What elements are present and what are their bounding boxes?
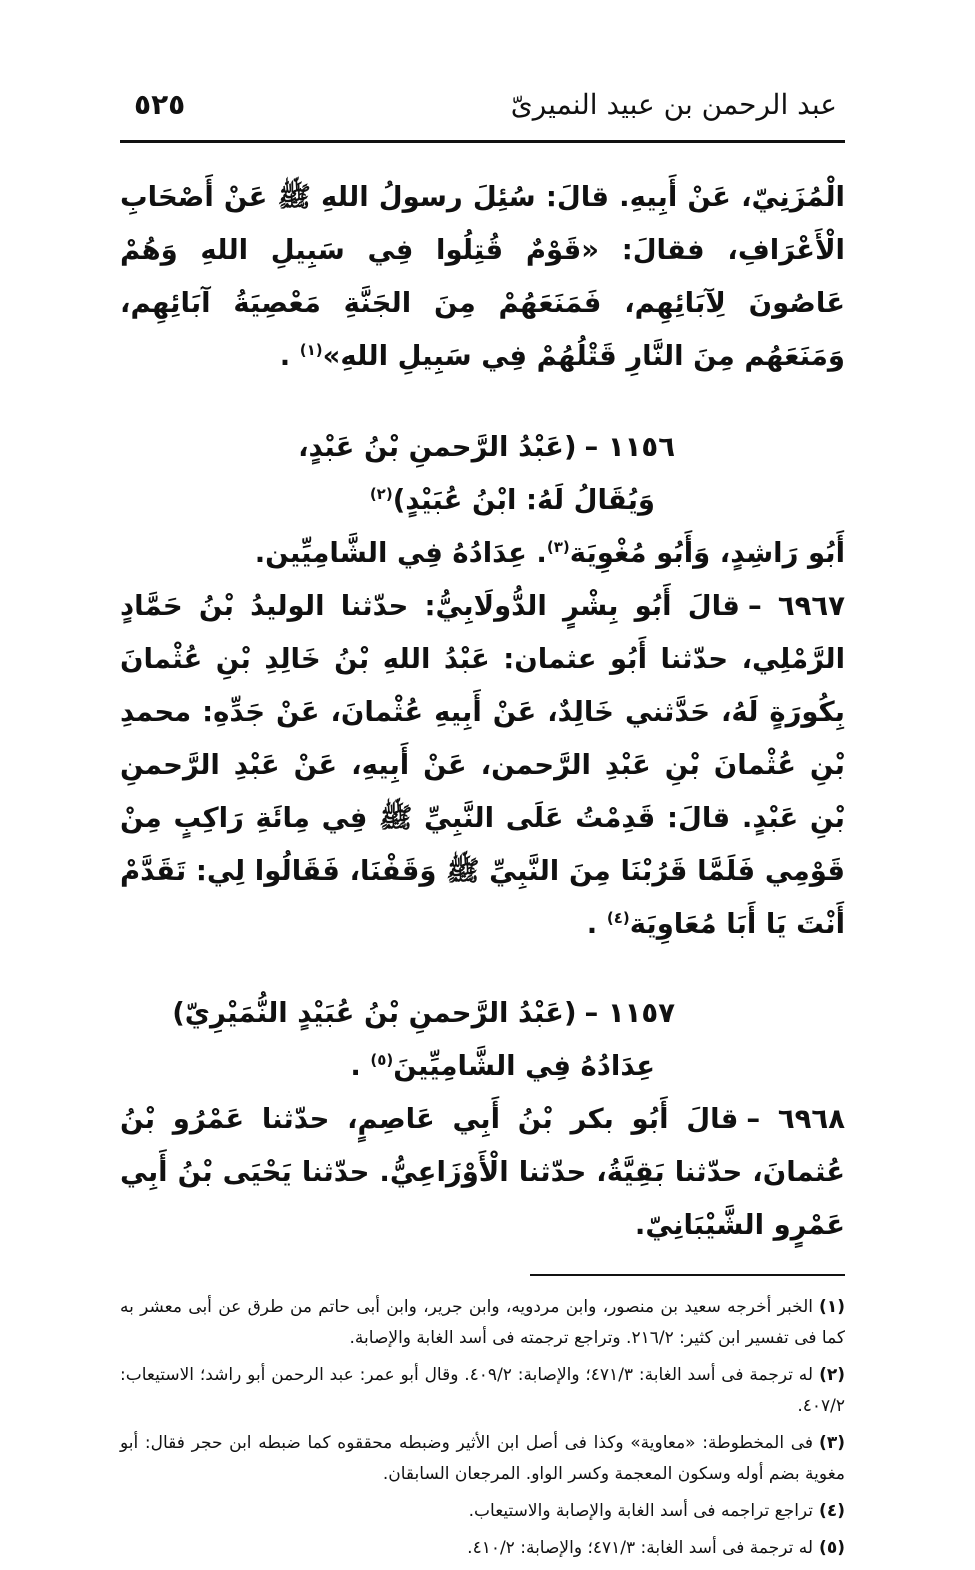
footnote-number: (١) xyxy=(819,1297,845,1317)
main-text xyxy=(120,171,845,1252)
hadith-text: قالَ أَبُو بِشْرٍ الدُّولَابِيُّ: حدّثنا الوليدُ بْنُ حَمَّادٍ الرَّمْلِي، حدّثنا أَبُو عثمان: عَبْدُ اللهِ بْنُ خَالِدِ بْنِ عُثْمانَ بِكُورَةٍ لَهُ، حَدَّثني خَالِدٌ، عَنْ أَبِيهِ عُثْمانَ، عَنْ جَدِّهِ: محمدِ بْنِ عُثْمانَ بْنِ عَبْدِ الرَّحمن، عَنْ أَبِيهِ، عَنْ عَبْدِ الرَّحمنِ بْنِ عَبْدٍ. قالَ: قَدِمْتُ عَلَى النَّبِيِّ ﷺ فِي مِائَةِ رَاكِبٍ مِنْ قَوْمِي فَلَمَّا قَرُبْنَا مِنَ النَّبِيِّ ﷺ وَقَفْنَا، فَقَالُوا لِي: تَقَدَّمْ أَنْتَ يَا أَبَا مُعَاوِيَة xyxy=(120,590,845,940)
paragraph-text: الْمُزَنِيّ، عَنْ أَبِيهِ. قالَ: سُئِلَ رسولُ اللهِ ﷺ عَنْ أَصْحَابِ الْأَعْرَافِ، فقالَ: «قَوْمٌ قُتِلُوا فِي سَبِيلِ اللهِ وَهُمْ عَاصُونَ لِآبَائِهِم، فَمَنَعَهُمْ مِنَ الجَنَّةِ مَعْصِيَةُ آبَائِهِم، وَمَنَعَهُم مِنَ النَّارِ قَتْلُهُمْ فِي سَبِيلِ اللهِ» xyxy=(120,181,845,372)
footnote-text: فى المخطوطة: «معاوية» وكذا فى أصل ابن الأثير وضبطه محققوه كما ضبطه ابن حجر فقال: أبو مغوية بضم أوله وسكون المعجمة وكسر الواو. المرجعان السابقان. xyxy=(120,1433,845,1484)
footnote-text: له ترجمة فى أسد الغابة: ٤٧١/٣؛ والإصابة: ٤٠٩/٢. وقال أبو عمر: عبد الرحمن أبو راشد؛ الاستيعاب: ٤٠٧/٢. xyxy=(120,1365,845,1416)
footnote xyxy=(120,1360,845,1422)
entry-line-text: عِدَادُهُ فِي الشَّامِيِّينَ xyxy=(393,1050,655,1082)
footnote-ref: (١) xyxy=(299,340,323,359)
footnote xyxy=(120,1428,845,1490)
footnote-number: (٣) xyxy=(819,1433,845,1453)
footnote-rule xyxy=(530,1274,845,1276)
running-title: عبد الرحمن بن عبيد النميرىّ xyxy=(510,88,837,121)
hadith-6967: ٦٩٦٧ –قالَ أَبُو بِشْرٍ الدُّولَابِيُّ: حدّثنا الوليدُ بْنُ حَمَّادٍ الرَّمْلِي، حدّثنا أَبُو عثمان: عَبْدُ اللهِ بْنُ خَالِدِ بْنِ عُثْمانَ بِكُورَةٍ لَهُ، حَدَّثني خَالِدٌ، عَنْ أَبِيهِ عُثْمانَ، عَنْ جَدِّهِ: محمدِ بْنِ عُثْمانَ بْنِ عَبْدِ الرَّحمن، عَنْ أَبِيهِ، عَنْ عَبْدِ الرَّحمنِ بْنِ عَبْدٍ. قالَ: قَدِمْتُ عَلَى النَّبِيِّ ﷺ فِي مِائَةِ رَاكِبٍ مِنْ قَوْمِي فَلَمَّا قَرُبْنَا مِنَ النَّبِيِّ ﷺ وَقَفْنَا، فَقَالُوا لِي: تَقَدَّمْ أَنْتَ يَا أَبَا مُعَاوِيَة$^{(٤)}$ . xyxy=(120,590,845,940)
footnote-number: (٤) xyxy=(819,1501,845,1521)
footnote-ref: (٢) xyxy=(369,484,393,503)
footnotes xyxy=(120,1292,845,1564)
kunya-text: أَبُو رَاشِدٍ، وَأَبُو مُغْوِيَة xyxy=(569,537,845,569)
footnote xyxy=(120,1533,845,1564)
entry-heading-1156 xyxy=(120,421,845,474)
header-rule xyxy=(120,140,845,143)
footnote-text: له ترجمة فى أسد الغابة: ٤٧١/٣؛ والإصابة: ٤١٠/٢. xyxy=(467,1538,814,1558)
footnote-number: (٥) xyxy=(819,1538,845,1558)
entry-line: عِدَادُهُ فِي الشَّامِيِّينَ$^{(٥)}$ . xyxy=(350,1050,655,1082)
hadith-number: ٦٩٦٨ – xyxy=(746,1103,845,1135)
entry-name: (عَبْدُ الرَّحمنِ بْنُ عُبَيْدٍ النُّمَيْرِيّ) xyxy=(172,997,577,1029)
footnote-ref: (٣) xyxy=(546,537,570,556)
footnote xyxy=(120,1496,845,1527)
paragraph-continuation: الْمُزَنِيّ، عَنْ أَبِيهِ. قالَ: سُئِلَ رسولُ اللهِ ﷺ عَنْ أَصْحَابِ الْأَعْرَافِ، فقالَ: «قَوْمٌ قُتِلُوا فِي سَبِيلِ اللهِ وَهُمْ عَاصُونَ لِآبَائِهِم، فَمَنَعَهُمْ مِنَ الجَنَّةِ مَعْصِيَةُ آبَائِهِم، وَمَنَعَهُم مِنَ النَّارِ قَتْلُهُمْ فِي سَبِيلِ اللهِ»$^{(١)}$ . xyxy=(120,181,845,372)
hadith-6968 xyxy=(120,1093,845,1252)
entry-number: ١١٥٧ – xyxy=(584,997,675,1029)
entry-kunya xyxy=(120,527,845,580)
entry-name: (عَبْدُ الرَّحمنِ بْنُ عَبْدٍ، xyxy=(298,431,577,463)
footnote-number: (٢) xyxy=(819,1365,846,1385)
section-gap xyxy=(120,951,845,987)
hadith-number: ٦٩٦٧ – xyxy=(747,590,845,622)
footnote xyxy=(120,1292,845,1354)
page-header xyxy=(120,88,845,138)
entry-alias xyxy=(120,474,845,527)
footnote-ref: (٥) xyxy=(370,1050,394,1069)
footnote-ref: (٤) xyxy=(606,908,630,927)
book-page xyxy=(120,88,845,1570)
entry-heading-1157 xyxy=(120,987,845,1040)
alias-text: وَيُقَالُ لَهُ: ابْنُ عُبَيْدٍ) xyxy=(392,484,655,516)
footnote-text: الخبر أخرجه سعيد بن منصور، وابن مردويه، وابن جرير، وابن أبى حاتم من طرق عن أبى معشر به كما فى تفسير ابن كثير: ٢١٦/٢. وتراجع ترجمته فى أسد الغابة والإصابة. xyxy=(120,1297,845,1348)
footnote-text: تراجع تراجمه فى أسد الغابة والإصابة والاستيعاب. xyxy=(468,1501,814,1521)
kunya-text-cont: . عِدَادُهُ فِي الشَّامِيِّين. xyxy=(254,537,547,569)
page-number: ٥٢٥ xyxy=(134,88,186,121)
entry-number: ١١٥٦ – xyxy=(584,431,675,463)
hadith-text: قالَ أَبُو بكر بْنُ أَبِي عَاصِمٍ، حدّثنا عَمْرُو بْنُ عُثمانَ، حدّثنا بَقِيَّةُ، حدّثنا الْأَوْزَاعِيُّ. حدّثنا يَحْيَى بْنُ أَبِي عَمْرٍو الشَّيْبَانِيّ. xyxy=(120,1103,845,1241)
